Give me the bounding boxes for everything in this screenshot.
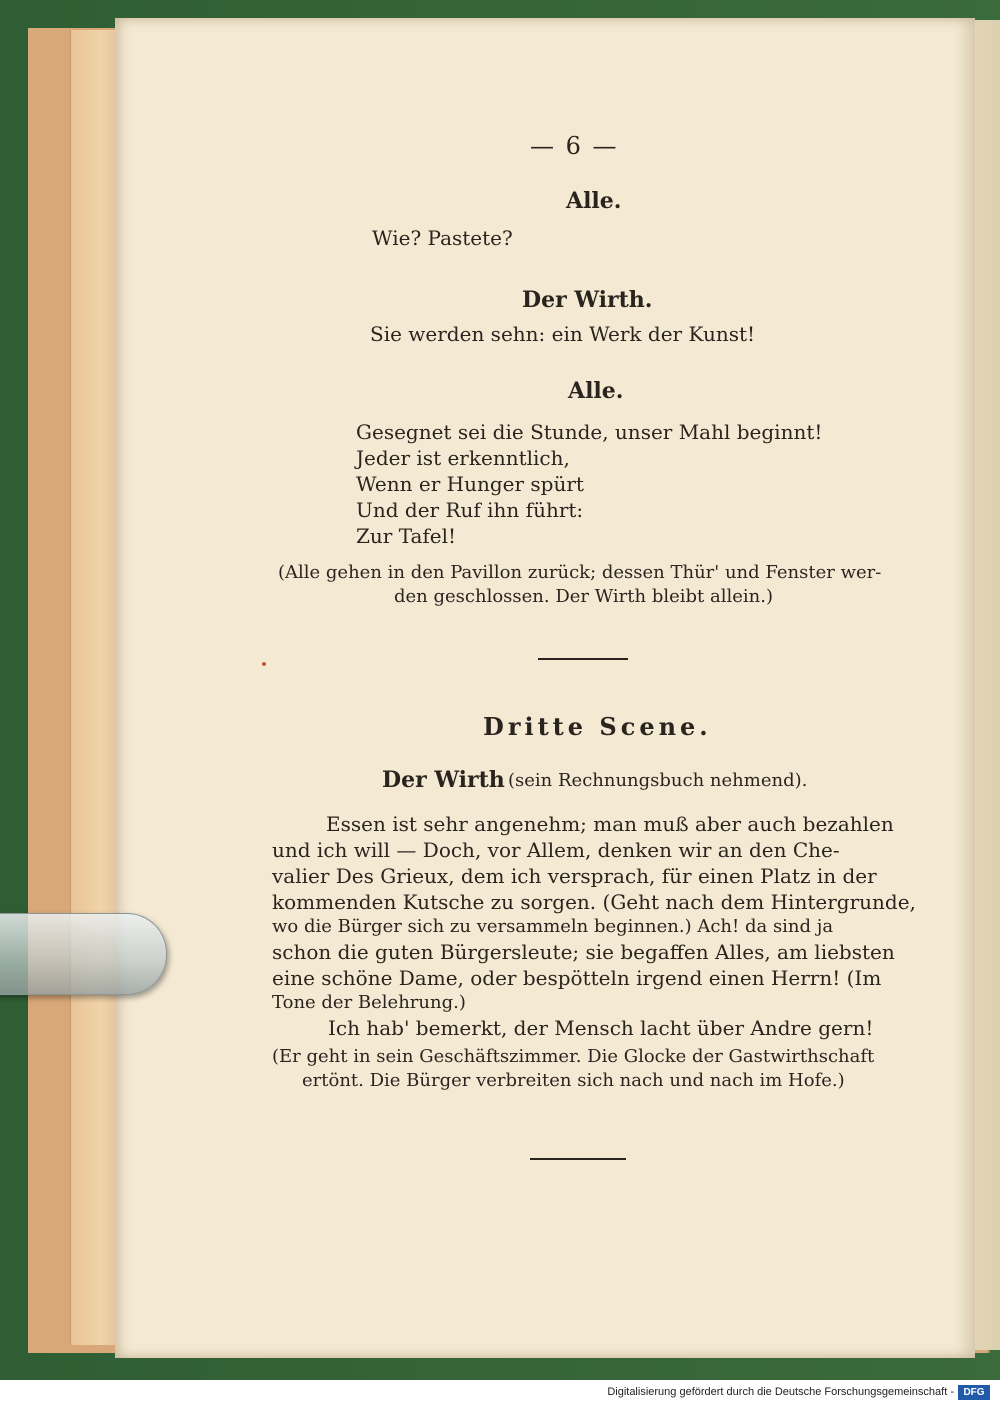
dfg-logo: DFG <box>958 1385 990 1400</box>
verse-line: Gesegnet sei die Stunde, unser Mahl beginnt! <box>356 420 823 444</box>
book-page <box>115 18 975 1358</box>
verse-line: Wenn er Hunger spürt <box>356 472 584 496</box>
stage-direction: ertönt. Die Bürger verbreiten sich nach und nach im Hofe.) <box>302 1070 845 1091</box>
prose-line: Essen ist sehr angenehm; man muß aber auch bezahlen <box>326 812 894 836</box>
page-clip <box>0 913 167 995</box>
page-number: — 6 — <box>530 132 619 160</box>
dialogue-line: Sie werden sehn: ein Werk der Kunst! <box>370 322 756 346</box>
page-stain <box>262 662 266 666</box>
stage-direction: den geschlossen. Der Wirth bleibt allein.) <box>394 586 773 607</box>
scene-title: Dritte Scene. <box>483 712 712 741</box>
prose-line: und ich will — Doch, vor Allem, denken wir an den Che- <box>272 838 840 862</box>
prose-line: eine schöne Dame, oder bespötteln irgend einen Herrn! (Im <box>272 966 882 990</box>
dialogue-line: Ich hab' bemerkt, der Mensch lacht über Andre gern! <box>328 1016 874 1040</box>
prose-line: wo die Bürger sich zu versammeln beginnen.) Ach! da sind ja <box>272 916 834 937</box>
verse-line: Und der Ruf ihn führt: <box>356 498 584 522</box>
book-page-edges <box>70 30 121 1345</box>
dialogue-line: Wie? Pastete? <box>372 226 513 250</box>
stage-direction: (sein Rechnungsbuch nehmend). <box>508 770 808 791</box>
prose-line: schon die guten Bürgersleute; sie begaffen Alles, am liebsten <box>272 940 895 964</box>
stage-direction: (Er geht in sein Geschäftszimmer. Die Glocke der Gastwirthschaft <box>272 1046 875 1067</box>
speaker-label: Alle. <box>566 188 622 214</box>
stage-direction: (Alle gehen in den Pavillon zurück; dessen Thür' und Fenster wer- <box>278 562 882 583</box>
speaker-label: Alle. <box>568 378 624 404</box>
prose-line: Tone der Belehrung.) <box>272 992 466 1013</box>
prose-line: valier Des Grieux, dem ich versprach, für einen Platz in der <box>272 864 877 888</box>
divider-rule <box>538 658 628 660</box>
divider-rule <box>530 1158 626 1160</box>
prose-line: kommenden Kutsche zu sorgen. (Geht nach dem Hintergrunde, <box>272 890 916 914</box>
footer-credit: Digitalisierung gefördert durch die Deutsche Forschungsgemeinschaft - <box>607 1386 954 1398</box>
verse-line: Zur Tafel! <box>356 524 457 548</box>
verse-line: Jeder ist erkenntlich, <box>356 446 570 470</box>
speaker-label: Der Wirth <box>382 767 505 793</box>
speaker-label: Der Wirth. <box>522 287 653 313</box>
